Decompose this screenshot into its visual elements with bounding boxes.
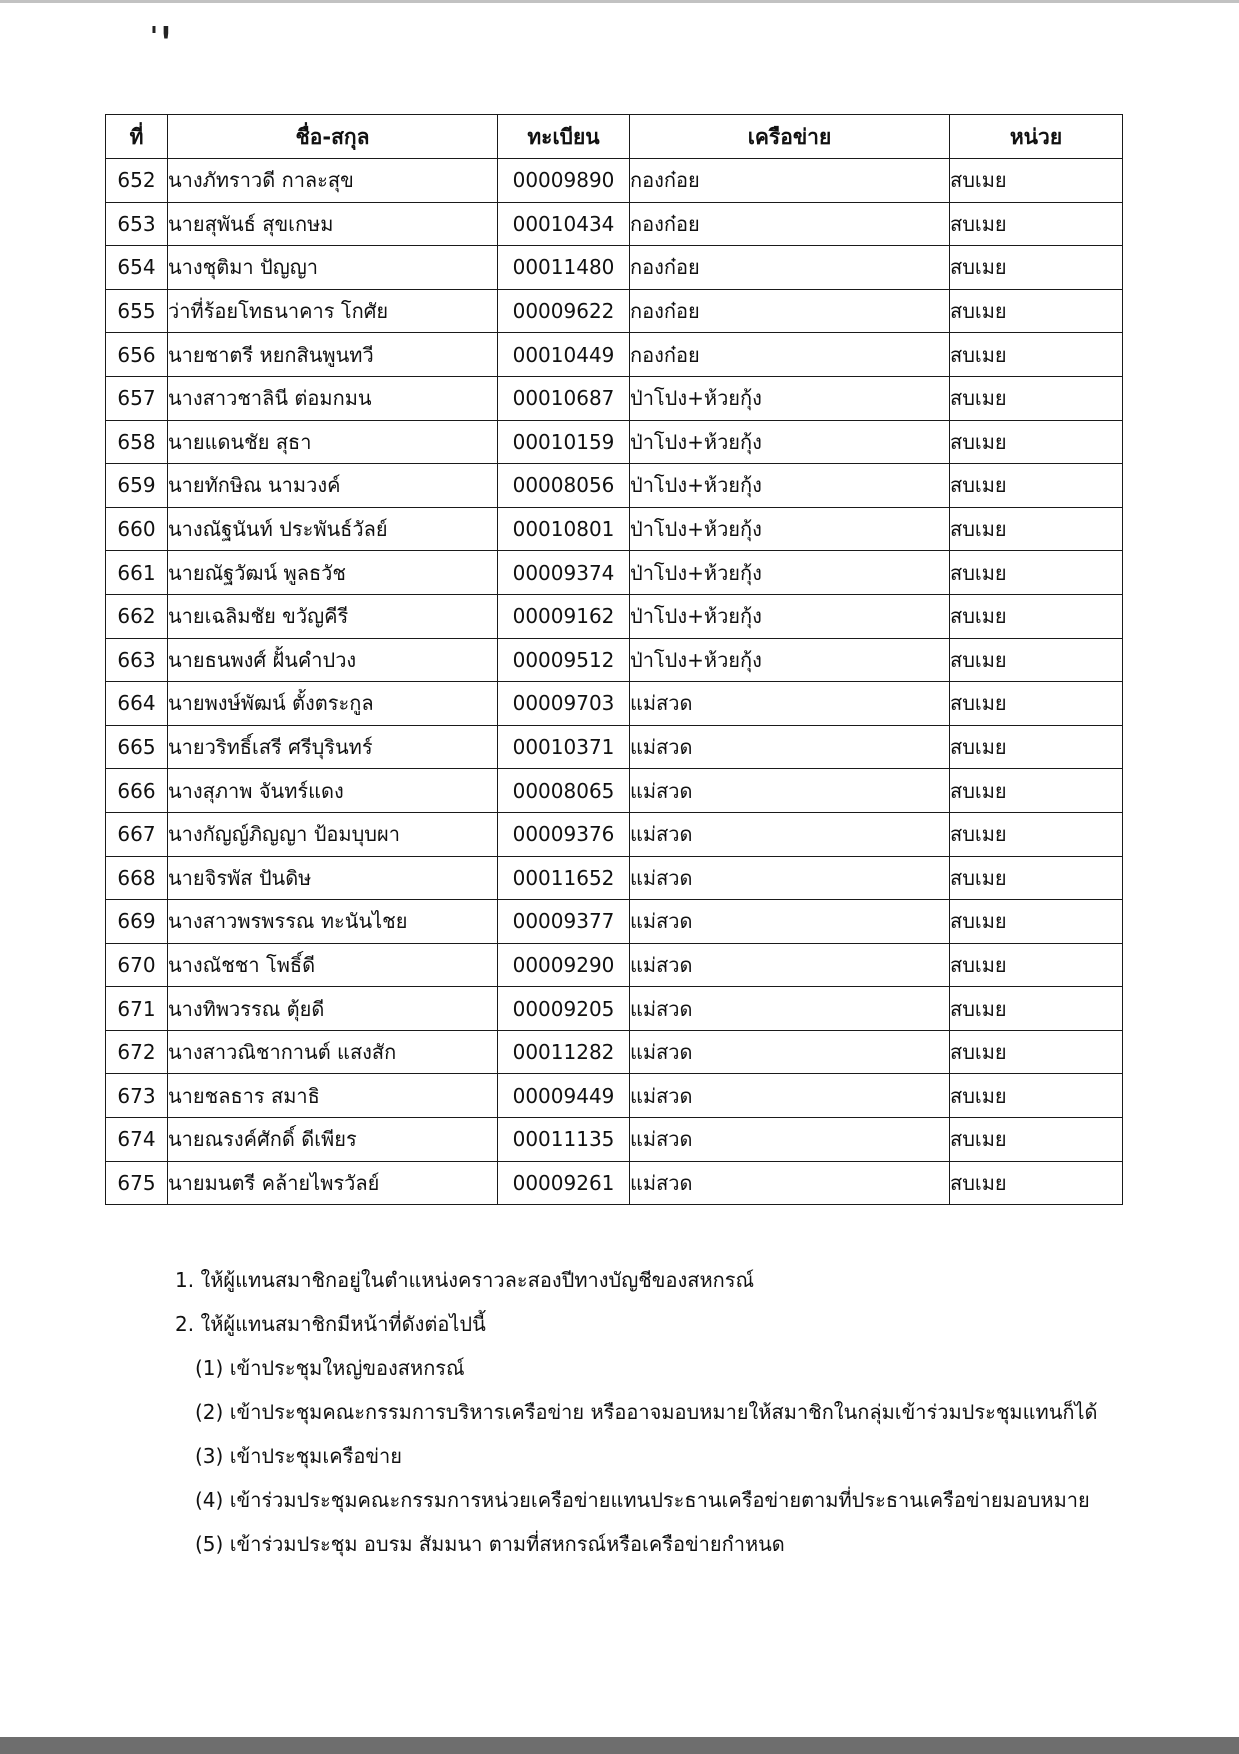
cell-name: นายแดนชัย สุธา bbox=[168, 420, 498, 464]
scan-top-edge bbox=[0, 0, 1239, 3]
cell-name: นางณัชชา โพธิ์ดี bbox=[168, 943, 498, 987]
cell-unit: สบเมย bbox=[950, 464, 1123, 508]
cell-name: นางทิพวรรณ ตุ้ยดี bbox=[168, 987, 498, 1031]
cell-registration: 00009374 bbox=[498, 551, 630, 595]
cell-network: ป่าโปง+ห้วยกุ้ง bbox=[630, 376, 950, 420]
table-row bbox=[106, 725, 1123, 769]
cell-registration: 00009622 bbox=[498, 289, 630, 333]
cell-unit: สบเมย bbox=[950, 507, 1123, 551]
cell-network: กองก๋อย bbox=[630, 202, 950, 246]
cell-no: 666 bbox=[106, 769, 168, 813]
cell-registration: 00010159 bbox=[498, 420, 630, 464]
table-row bbox=[106, 159, 1123, 203]
cell-registration: 00011652 bbox=[498, 856, 630, 900]
cell-network: แม่สวด bbox=[630, 856, 950, 900]
cell-unit: สบเมย bbox=[950, 202, 1123, 246]
cell-no: 667 bbox=[106, 812, 168, 856]
cell-name: นายณัฐวัฒน์ พูลธวัช bbox=[168, 551, 498, 595]
header-registration: ทะเบียน bbox=[498, 115, 630, 159]
cell-no: 668 bbox=[106, 856, 168, 900]
header-unit: หน่วย bbox=[950, 115, 1123, 159]
table-row bbox=[106, 769, 1123, 813]
table-row bbox=[106, 856, 1123, 900]
table-row bbox=[106, 900, 1123, 944]
cell-name: นางณัฐนันท์ ประพันธ์วัลย์ bbox=[168, 507, 498, 551]
table-row bbox=[106, 943, 1123, 987]
cell-network: ป่าโปง+ห้วยกุ้ง bbox=[630, 420, 950, 464]
table-row bbox=[106, 1118, 1123, 1162]
cell-name: นายจิรพัส ปันดิษ bbox=[168, 856, 498, 900]
table-row bbox=[106, 420, 1123, 464]
note-item-1: 1. ให้ผู้แทนสมาชิกอยู่ในตำแหน่งคราวละสองปีทางบัญชีของสหกรณ์ bbox=[175, 1268, 755, 1292]
cell-no: 656 bbox=[106, 333, 168, 377]
cell-no: 660 bbox=[106, 507, 168, 551]
table-row bbox=[106, 682, 1123, 726]
cell-network: แม่สวด bbox=[630, 1161, 950, 1205]
cell-unit: สบเมย bbox=[950, 1074, 1123, 1118]
cell-registration: 00008056 bbox=[498, 464, 630, 508]
table-row bbox=[106, 987, 1123, 1031]
cell-name: นางสาวชาลินี ต่อมกมน bbox=[168, 376, 498, 420]
cell-network: แม่สวด bbox=[630, 1074, 950, 1118]
cell-network: ป่าโปง+ห้วยกุ้ง bbox=[630, 507, 950, 551]
header-no: ที่ bbox=[106, 115, 168, 159]
cell-no: 664 bbox=[106, 682, 168, 726]
cell-network: แม่สวด bbox=[630, 812, 950, 856]
cell-registration: 00009290 bbox=[498, 943, 630, 987]
notes-section bbox=[175, 1258, 1215, 1566]
cell-registration: 00011282 bbox=[498, 1030, 630, 1074]
scan-mark: ꞌꞋ bbox=[150, 22, 174, 52]
cell-name: นายชลธาร สมาธิ bbox=[168, 1074, 498, 1118]
cell-registration: 00009376 bbox=[498, 812, 630, 856]
table-row bbox=[106, 1074, 1123, 1118]
table-row bbox=[106, 1030, 1123, 1074]
table-row bbox=[106, 464, 1123, 508]
cell-unit: สบเมย bbox=[950, 682, 1123, 726]
cell-unit: สบเมย bbox=[950, 333, 1123, 377]
cell-name: นายสุพันธ์ สุขเกษม bbox=[168, 202, 498, 246]
table-row bbox=[106, 507, 1123, 551]
cell-unit: สบเมย bbox=[950, 638, 1123, 682]
cell-name: นายทักษิณ นามวงค์ bbox=[168, 464, 498, 508]
table-header-row bbox=[106, 115, 1123, 159]
cell-network: แม่สวด bbox=[630, 1118, 950, 1162]
cell-no: 673 bbox=[106, 1074, 168, 1118]
cell-no: 663 bbox=[106, 638, 168, 682]
duty-item: (5) เข้าร่วมประชุม อบรม สัมมนา ตามที่สหกรณ์หรือเครือข่ายกำหนด bbox=[195, 1532, 785, 1556]
header-network: เครือข่าย bbox=[630, 115, 950, 159]
duty-item: (4) เข้าร่วมประชุมคณะกรรมการหน่วยเครือข่ายแทนประธานเครือข่ายตามที่ประธานเครือข่ายมอบหมาย bbox=[195, 1488, 1090, 1512]
cell-registration: 00011135 bbox=[498, 1118, 630, 1162]
cell-registration: 00008065 bbox=[498, 769, 630, 813]
cell-no: 655 bbox=[106, 289, 168, 333]
cell-name: นายมนตรี คล้ายไพรวัลย์ bbox=[168, 1161, 498, 1205]
cell-no: 652 bbox=[106, 159, 168, 203]
cell-registration: 00009703 bbox=[498, 682, 630, 726]
cell-unit: สบเมย bbox=[950, 943, 1123, 987]
cell-registration: 00009890 bbox=[498, 159, 630, 203]
cell-no: 674 bbox=[106, 1118, 168, 1162]
cell-unit: สบเมย bbox=[950, 856, 1123, 900]
table-row bbox=[106, 333, 1123, 377]
cell-network: กองก๋อย bbox=[630, 289, 950, 333]
table-row bbox=[106, 812, 1123, 856]
cell-name: นางชุติมา ปัญญา bbox=[168, 246, 498, 290]
cell-network: ป่าโปง+ห้วยกุ้ง bbox=[630, 594, 950, 638]
cell-network: แม่สวด bbox=[630, 987, 950, 1031]
cell-name: นางสาวณิชากานต์ แสงสัก bbox=[168, 1030, 498, 1074]
cell-network: กองก๋อย bbox=[630, 159, 950, 203]
cell-registration: 00010371 bbox=[498, 725, 630, 769]
table-row bbox=[106, 202, 1123, 246]
cell-network: ป่าโปง+ห้วยกุ้ง bbox=[630, 551, 950, 595]
duty-item: (2) เข้าประชุมคณะกรรมการบริหารเครือข่าย หรืออาจมอบหมายให้สมาชิกในกลุ่มเข้าร่วมประชุมแทนก็ได้ bbox=[195, 1400, 1098, 1424]
cell-name: นายธนพงศ์ ฝั้นคำปวง bbox=[168, 638, 498, 682]
table-row bbox=[106, 551, 1123, 595]
cell-unit: สบเมย bbox=[950, 812, 1123, 856]
cell-network: แม่สวด bbox=[630, 725, 950, 769]
cell-no: 658 bbox=[106, 420, 168, 464]
cell-no: 661 bbox=[106, 551, 168, 595]
table-row bbox=[106, 289, 1123, 333]
cell-no: 672 bbox=[106, 1030, 168, 1074]
cell-no: 669 bbox=[106, 900, 168, 944]
cell-name: นางสาวพรพรรณ ทะนันไชย bbox=[168, 900, 498, 944]
cell-unit: สบเมย bbox=[950, 594, 1123, 638]
cell-network: แม่สวด bbox=[630, 769, 950, 813]
cell-registration: 00009449 bbox=[498, 1074, 630, 1118]
cell-no: 670 bbox=[106, 943, 168, 987]
cell-registration: 00010687 bbox=[498, 376, 630, 420]
table-row bbox=[106, 376, 1123, 420]
cell-registration: 00011480 bbox=[498, 246, 630, 290]
cell-network: กองก๋อย bbox=[630, 246, 950, 290]
cell-no: 659 bbox=[106, 464, 168, 508]
cell-registration: 00009162 bbox=[498, 594, 630, 638]
note-item-2: 2. ให้ผู้แทนสมาชิกมีหน้าที่ดังต่อไปนี้ bbox=[175, 1312, 486, 1336]
duty-item: (3) เข้าประชุมเครือข่าย bbox=[195, 1444, 402, 1468]
cell-registration: 00009261 bbox=[498, 1161, 630, 1205]
cell-no: 657 bbox=[106, 376, 168, 420]
cell-no: 675 bbox=[106, 1161, 168, 1205]
cell-network: แม่สวด bbox=[630, 943, 950, 987]
cell-registration: 00010801 bbox=[498, 507, 630, 551]
cell-no: 662 bbox=[106, 594, 168, 638]
cell-network: ป่าโปง+ห้วยกุ้ง bbox=[630, 638, 950, 682]
cell-no: 671 bbox=[106, 987, 168, 1031]
cell-unit: สบเมย bbox=[950, 987, 1123, 1031]
cell-unit: สบเมย bbox=[950, 1118, 1123, 1162]
cell-name: นายณรงค์ศักดิ์ ดีเพียร bbox=[168, 1118, 498, 1162]
header-name: ชื่อ-สกุล bbox=[168, 115, 498, 159]
table-row bbox=[106, 1161, 1123, 1205]
cell-registration: 00009205 bbox=[498, 987, 630, 1031]
cell-no: 665 bbox=[106, 725, 168, 769]
cell-registration: 00010434 bbox=[498, 202, 630, 246]
cell-no: 653 bbox=[106, 202, 168, 246]
cell-unit: สบเมย bbox=[950, 420, 1123, 464]
cell-name: นางกัญญ์ภิญญา ป้อมบุบผา bbox=[168, 812, 498, 856]
scan-bottom-edge bbox=[0, 1737, 1239, 1754]
cell-registration: 00010449 bbox=[498, 333, 630, 377]
cell-unit: สบเมย bbox=[950, 376, 1123, 420]
cell-name: นายวริทธิ์เสรี ศรีบุรินทร์ bbox=[168, 725, 498, 769]
cell-unit: สบเมย bbox=[950, 769, 1123, 813]
table-row bbox=[106, 638, 1123, 682]
cell-unit: สบเมย bbox=[950, 289, 1123, 333]
cell-network: ป่าโปง+ห้วยกุ้ง bbox=[630, 464, 950, 508]
cell-unit: สบเมย bbox=[950, 159, 1123, 203]
cell-name: นายพงษ์พัฒน์ ตั้งตระกูล bbox=[168, 682, 498, 726]
cell-network: แม่สวด bbox=[630, 682, 950, 726]
cell-network: แม่สวด bbox=[630, 900, 950, 944]
cell-network: แม่สวด bbox=[630, 1030, 950, 1074]
cell-name: นางสุภาพ จันทร์แดง bbox=[168, 769, 498, 813]
duty-item: (1) เข้าประชุมใหญ่ของสหกรณ์ bbox=[195, 1356, 465, 1380]
table-row bbox=[106, 246, 1123, 290]
cell-name: นายเฉลิมชัย ขวัญคีรี bbox=[168, 594, 498, 638]
table-body bbox=[106, 159, 1123, 1205]
cell-unit: สบเมย bbox=[950, 725, 1123, 769]
cell-unit: สบเมย bbox=[950, 551, 1123, 595]
cell-no: 654 bbox=[106, 246, 168, 290]
cell-unit: สบเมย bbox=[950, 246, 1123, 290]
cell-unit: สบเมย bbox=[950, 1161, 1123, 1205]
cell-unit: สบเมย bbox=[950, 1030, 1123, 1074]
cell-registration: 00009512 bbox=[498, 638, 630, 682]
member-table bbox=[105, 114, 1123, 1205]
cell-network: กองก๋อย bbox=[630, 333, 950, 377]
cell-name: ว่าที่ร้อยโทธนาคาร โกศัย bbox=[168, 289, 498, 333]
cell-name: นางภัทราวดี กาละสุข bbox=[168, 159, 498, 203]
cell-unit: สบเมย bbox=[950, 900, 1123, 944]
cell-registration: 00009377 bbox=[498, 900, 630, 944]
table-row bbox=[106, 594, 1123, 638]
cell-name: นายชาตรี หยกสินพูนทวี bbox=[168, 333, 498, 377]
